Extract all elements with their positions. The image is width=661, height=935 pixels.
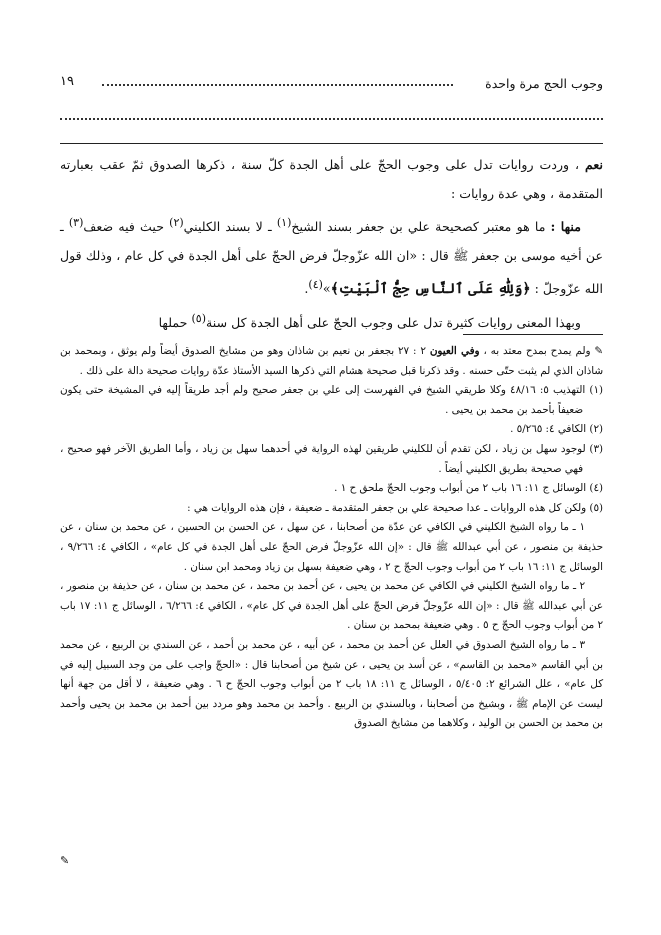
footnote-1: (١) التهذيب ٥: ٤٨/١٦ وكلا طريقي الشيخ في الفهرست إلى علي بن جعفر صحيح ولم أجد طريقاً إليه في المشيخة حتى يكون ضعيفاً بأحمد بن محمد بن يحيى . (60, 384, 603, 416)
dotted-leader (102, 84, 453, 86)
paragraph-1 (60, 150, 603, 208)
page-header (60, 72, 603, 96)
footnote-3: (٣) لوجود سهل بن زياد ، لكن تقدم أن للكليني طريقين لهذه الرواية في أحدهما سهل بن زياد ، وأما الطريق الآخر فهو صحيح ، فهي صحيحة بطريق الكليني أيضاً . (60, 442, 603, 475)
lead-word: نعم (585, 157, 603, 172)
header-rule (60, 143, 603, 144)
paragraph-2 (60, 208, 603, 304)
paragraph-text: وبهذا المعنى روايات كثيرة تدل على وجوب الحجّ على أهل الجدة كل سنة (206, 315, 581, 331)
footnote-continued (60, 342, 603, 381)
continuation-mark-icon: ✎ (60, 854, 70, 867)
quran-verse: ﴿وَلِلّٰهِ عَلَى ٱلنَّاسِ حِجُّ ٱلْبَيْتِ﴾ (330, 281, 531, 298)
footnote-4: (٤) الوسائل ج ١١: ١٦ باب ٢ من أبواب وجوب الحجّ ملحق ح ١ . (334, 482, 603, 495)
running-title: وجوب الحج مرة واحدة (485, 76, 603, 91)
main-text (60, 150, 603, 338)
footnote-ref[interactable]: (١) (276, 216, 292, 229)
footnote-2: (٢) الكافي ٤: ٥/٢٦٥ . (510, 423, 603, 436)
quote-close: » (322, 281, 331, 297)
footnote-5: (٥) ولكن كل هذه الروايات ـ عدا صحيحة علي بن جعفر المتقدمة ـ ضعيفة ، فإن هذه الروايات هي : (187, 501, 603, 514)
footnotes (60, 342, 603, 734)
paragraph-text: ، وردت روايات تدل على وجوب الحجّ على أهل الجدة كلّ سنة ، ذكرها الصدوق ثمّ عقب بعبارته المتقدمة ، وهي عدة روايات : (60, 157, 603, 201)
dotted-rule (60, 118, 603, 120)
footnote-ref[interactable]: (٢) (169, 216, 184, 229)
paragraph-text: ـ عن أخيه موسى بن جعفر ﷺ قال : «ان الله عزّوجلّ فرض الحجّ على أهل الجدة في كل عام ، وذلك قول الله عزّوجلّ : (60, 219, 603, 297)
footnote-ref[interactable]: (٤) (308, 278, 323, 292)
paragraph-text: حملها (158, 315, 188, 331)
footnote-5-item-3: ٣ ـ ما رواه الشيخ الصدوق في العلل عن أحمد بن محمد ، عن أبيه ، عن محمد بن أحمد ، عن السندي بن الربيع ، عن محمد بن أبي القاسم «محمد بن القاسم» ، عن أسد بن يحيى ، عن شيخ من أصحابنا قال : «الحجّ واجب على من وجد السبيل إليه في كل عام» ، علل الشرائع ٢: ٥/٤٠٥ ، الوسائل ج ١١: ١٨ باب ٢ من أبواب وجوب الحجّ ح ٦ . وهي ضعيفة ، لا أقل من جهة أنها ليست عن الإمام ﷺ ، وبشيخ من أصحابنا ، وبالسندي بن الربيع . وأحمد بن محمد وهو مردد بين أحمد بن محمد بن يحيى وأحمد بن محمد بن الحسن بن الوليد ، وكلاهما من مشايخ الصدوق (60, 638, 603, 730)
lead-word: منها : (550, 219, 581, 235)
footnote-separator (463, 334, 603, 335)
footnote-ref[interactable]: (٣) (68, 216, 84, 229)
continued-mark-icon: ✎ (594, 345, 603, 357)
page-number: ١٩ (60, 74, 74, 89)
paragraph-3 (60, 304, 603, 337)
period: . (304, 281, 309, 297)
paragraph-text: حيث فيه ضعف (83, 219, 164, 235)
footnote-text: ولم يمدح بمدح معتد به ، (483, 345, 591, 357)
footnote-5-item-1: ١ ـ ما رواه الشيخ الكليني في الكافي عن عدّة من أصحابنا ، عن سهل ، عن الحسن بن الحسين ، عن محمد بن سنان ، عن حذيفة بن منصور ، عن أبي عبدالله ﷺ قال : «إن الله عزّوجلّ فرض الحجّ على أهل الجدة في كل عام» ، الكافي ٤: ٩/٢٦٦ ، الوسائل ج ١١: ١٦ باب ٢ من أبواب وجوب الحجّ ح ٢ ، وهي ضعيفة بسهل بن زياد ومحمد ابن سنان . (60, 521, 603, 573)
footnote-text: ٢ : ٢٧ بجعفر بن نعيم بن شاذان وهو من مشايخ الصدوق أيضاً ولم يوثق ، وبمحمد بن شاذان الذي لم يثبت حتّى حسنه . وقد ذكرنا قبل صحيحة هشام التي ذكرها السيد الأستاذ عدّة روايات صحيحة دالة على ذلك . (60, 345, 603, 377)
source-title: وفي العيون (429, 345, 480, 357)
footnote-5-item-2: ٢ ـ ما رواه الشيخ الكليني في الكافي عن محمد بن يحيى ، عن أحمد بن محمد ، عن محمد بن سنان ، عن حذيفة بن منصور ، عن أبي عبدالله ﷺ قال : «إن الله عزّوجلّ فرض الحجّ على أهل الجدة في كل عام» ، الكافي ٤: ٦/٢٦٦ ، الوسائل ج ١١: ١٧ باب ٢ من أبواب وجوب الحجّ ح ٥ . وهي ضعيفة بمحمد بن سنان . (60, 580, 603, 632)
paragraph-text: ـ لا بسند الكليني (183, 219, 272, 235)
footnote-ref[interactable]: (٥) (191, 312, 207, 326)
paragraph-text: ما هو معتبر كصحيحة علي بن جعفر بسند الشيخ (291, 219, 546, 235)
